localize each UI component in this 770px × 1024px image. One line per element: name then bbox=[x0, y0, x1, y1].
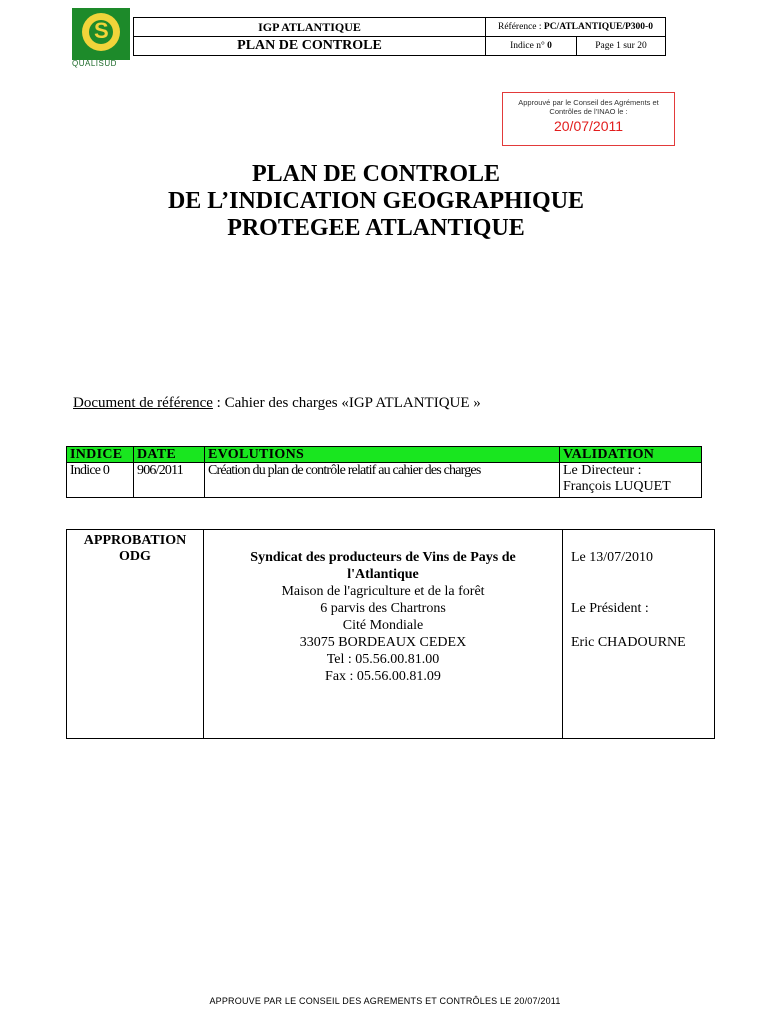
approbation-name: Eric CHADOURNE bbox=[571, 635, 686, 650]
cell-validation bbox=[560, 463, 702, 498]
cell-evolution: Création du plan de contrôle relatif au cahier des charges bbox=[205, 463, 560, 498]
cell-date: 906/2011 bbox=[134, 463, 205, 498]
doc-reference-value: : Cahier des charges «IGP ATLANTIQUE » bbox=[212, 395, 481, 411]
col-date: DATE bbox=[134, 447, 205, 463]
indice-table-header bbox=[67, 447, 702, 463]
address-line: Cité Mondiale bbox=[342, 618, 424, 633]
approval-stamp bbox=[502, 92, 675, 146]
approbation-label-line-1: APPROBATION bbox=[83, 533, 187, 548]
fax-line: Fax : 05.56.00.81.09 bbox=[325, 669, 441, 684]
header-indice bbox=[486, 37, 577, 56]
approbation-role: Le Président : bbox=[571, 601, 649, 616]
address-line: Maison de l'agriculture et de la forêt bbox=[281, 584, 485, 599]
title-line-3: PROTEGEE ATLANTIQUE bbox=[227, 215, 525, 241]
approbation-table bbox=[66, 529, 715, 739]
approbation-signature bbox=[563, 530, 715, 739]
validation-name: François LUQUET bbox=[563, 479, 671, 494]
header-product: IGP ATLANTIQUE bbox=[134, 18, 486, 37]
col-validation: VALIDATION bbox=[560, 447, 702, 463]
title-line-1: PLAN DE CONTROLE bbox=[251, 161, 501, 187]
validation-role: Le Directeur : bbox=[563, 463, 642, 478]
header-indice-label: Indice n° bbox=[510, 41, 545, 51]
indice-table bbox=[66, 446, 702, 498]
phone-line: Tel : 05.56.00.81.00 bbox=[326, 652, 440, 667]
approbation-label bbox=[67, 530, 204, 739]
qualisud-logo bbox=[72, 8, 134, 68]
page-footer: APPROUVE PAR LE CONSEIL DES AGREMENTS ET CONTRÔLES LE 20/07/2011 bbox=[209, 996, 561, 1006]
stamp-text: Approuvé par le Conseil des Agréments et Contrôles de l'INAO le : bbox=[518, 98, 659, 116]
stamp-date: 20/07/2011 bbox=[553, 118, 624, 134]
document-header bbox=[133, 17, 666, 56]
address-line: 33075 BORDEAUX CEDEX bbox=[299, 635, 467, 650]
qualisud-s-logo-icon: S bbox=[94, 18, 109, 43]
document-reference bbox=[73, 395, 481, 412]
approbation-organization bbox=[204, 530, 563, 739]
address-line: 6 parvis des Chartrons bbox=[320, 601, 446, 616]
org-name-line-2: l'Atlantique bbox=[347, 567, 419, 582]
header-doc-type: PLAN DE CONTROLE bbox=[134, 37, 486, 56]
header-page: Page 1 sur 20 bbox=[577, 37, 666, 56]
cell-indice: Indice 0 bbox=[67, 463, 134, 498]
approbation-label-line-2: ODG bbox=[119, 549, 151, 564]
title-line-2: DE L’INDICATION GEOGRAPHIQUE bbox=[167, 188, 585, 214]
header-reference bbox=[486, 18, 666, 37]
header-reference-value: PC/ATLANTIQUE/P300-0 bbox=[543, 22, 653, 32]
header-reference-label: Référence : bbox=[498, 22, 542, 32]
approbation-date: Le 13/07/2010 bbox=[571, 550, 654, 565]
org-name-line-1: Syndicat des producteurs de Vins de Pays de bbox=[250, 550, 516, 565]
logo-text: QUALISUD bbox=[72, 59, 117, 68]
table-row bbox=[67, 463, 702, 498]
header-indice-value: 0 bbox=[547, 41, 552, 51]
col-indice: INDICE bbox=[67, 447, 134, 463]
col-evolutions: EVOLUTIONS bbox=[205, 447, 560, 463]
page-title bbox=[0, 161, 752, 242]
doc-reference-label: Document de référence bbox=[73, 395, 213, 411]
